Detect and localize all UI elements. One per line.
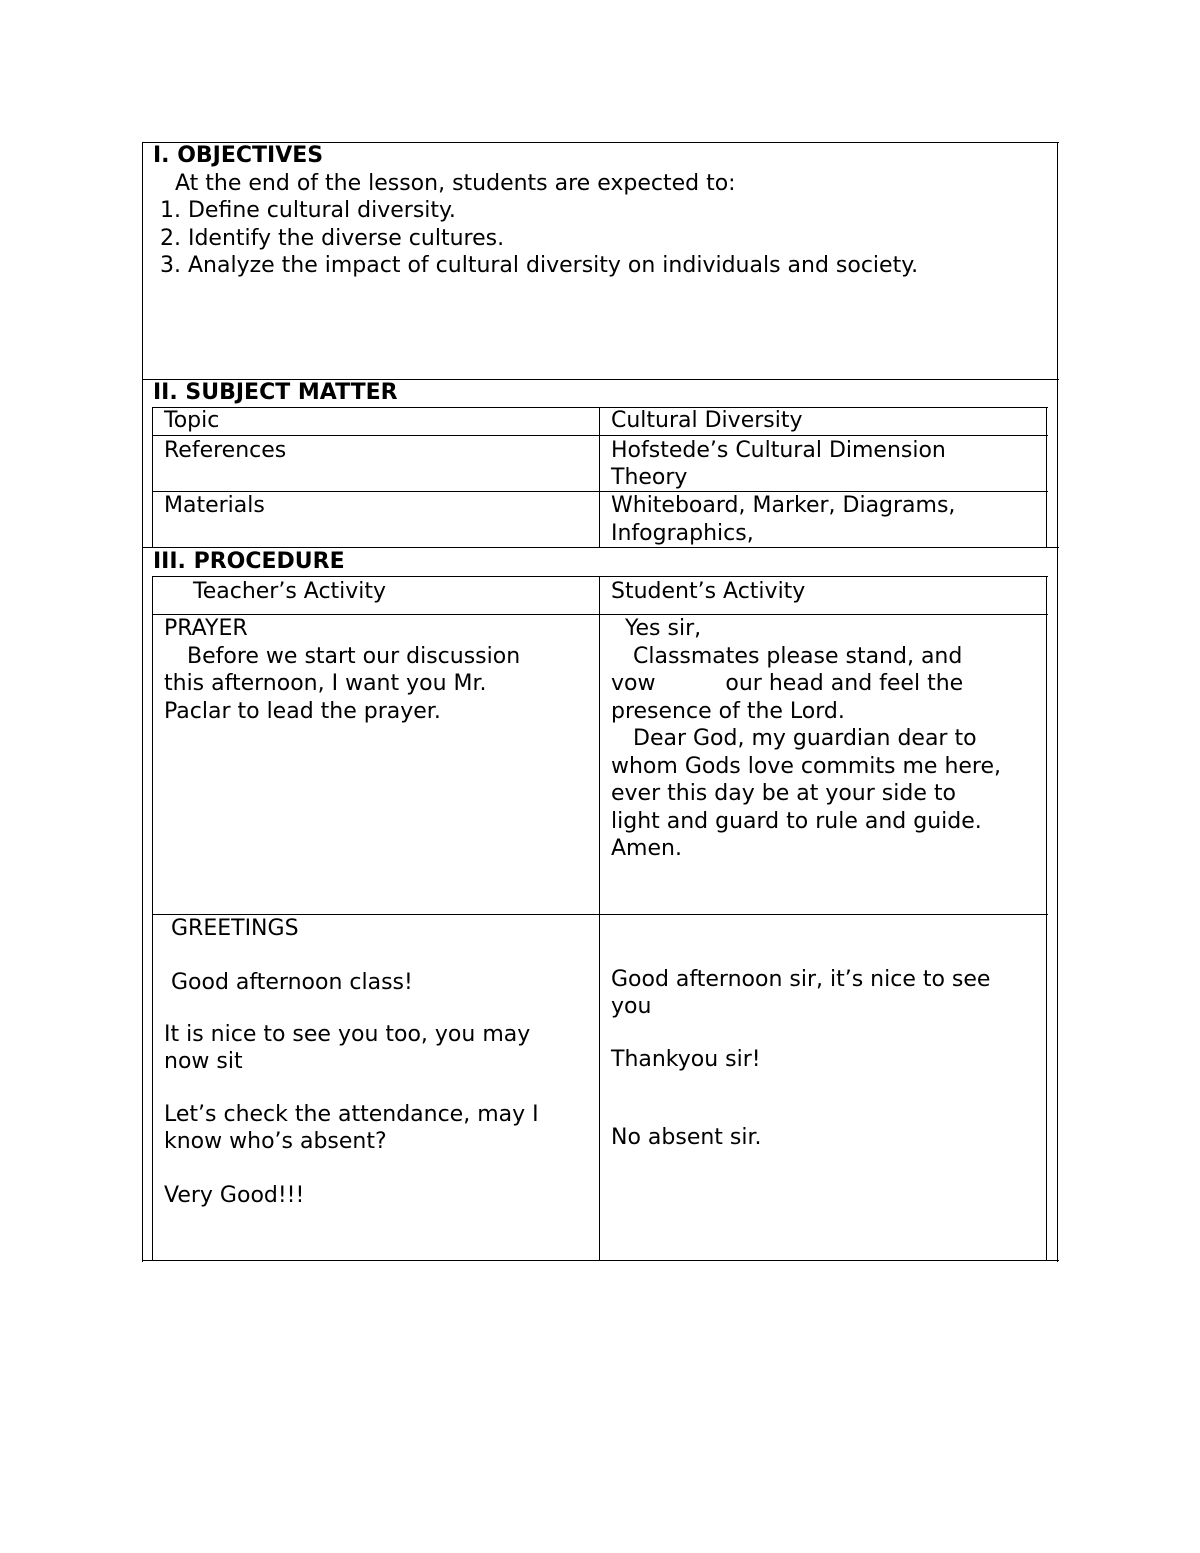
procedure-table-mid (599, 576, 600, 1260)
subject-value-materials: Whiteboard, Marker, Diagrams, (611, 493, 956, 518)
prayer-student-line: Amen. (611, 836, 682, 861)
subject-table-mid (599, 407, 600, 548)
procedure-row-divider (152, 614, 1048, 615)
prayer-student-line: light and guard to rule and guide. (611, 809, 982, 834)
prayer-student-line: presence of the Lord. (611, 699, 845, 724)
greetings-student-line: Good afternoon sir, it’s nice to see (611, 967, 991, 992)
greetings-teacher-line: now sit (164, 1049, 243, 1074)
subject-table-top (152, 407, 1048, 408)
procedure-table-top (152, 576, 1048, 577)
procedure-table-right (1046, 576, 1047, 1260)
subject-label-materials: Materials (164, 493, 265, 518)
greetings-title: GREETINGS (171, 916, 299, 941)
prayer-teacher-line: Before we start our discussion (187, 644, 521, 669)
prayer-student-line: Dear God, my guardian dear to (633, 726, 977, 751)
prayer-title: PRAYER (164, 616, 248, 641)
subject-table-left (152, 407, 153, 548)
subject-value-references: Hofstede’s Cultural Dimension (611, 438, 946, 463)
greetings-student-line: you (611, 994, 652, 1019)
procedure-heading: III. PROCEDURE (153, 549, 345, 574)
student-activity-header: Student’s Activity (611, 579, 806, 604)
subject-value-references: Theory (611, 465, 688, 490)
subject-matter-heading: II. SUBJECT MATTER (153, 380, 398, 405)
prayer-teacher-line: this afternoon, I want you Mr. (164, 671, 487, 696)
outer-bottom-border (142, 1260, 1059, 1261)
subject-row-divider (152, 435, 1048, 436)
greetings-student-line: No absent sir. (611, 1125, 762, 1150)
subject-label-topic: Topic (164, 408, 220, 433)
greetings-teacher-line: It is nice to see you too, you may (164, 1022, 531, 1047)
prayer-teacher-line: Paclar to lead the prayer. (164, 699, 441, 724)
greetings-teacher-line: Let’s check the attendance, may I (164, 1102, 539, 1127)
prayer-student-line: Classmates please stand, and (633, 644, 963, 669)
objectives-intro: At the end of the lesson, students are expected to: (175, 171, 736, 196)
greetings-teacher-line: know who’s absent? (164, 1129, 387, 1154)
objective-item: 2. Identify the diverse cultures. (160, 226, 505, 251)
prayer-student-line: Yes sir, (625, 616, 702, 641)
objective-item: 3. Analyze the impact of cultural diversity on individuals and society. (160, 253, 919, 278)
objectives-heading: I. OBJECTIVES (153, 143, 324, 168)
teacher-activity-header: Teacher’s Activity (193, 579, 387, 604)
greetings-teacher-line: Good afternoon class! (171, 970, 413, 995)
greetings-student-line: Thankyou sir! (611, 1047, 761, 1072)
outer-left-border (142, 142, 143, 1262)
prayer-student-line: ever this day be at your side to (611, 781, 956, 806)
subject-value-materials: Infographics, (611, 521, 754, 546)
subject-table-right (1046, 407, 1047, 548)
procedure-table-left (152, 576, 153, 1260)
objective-item: 1. Define cultural diversity. (160, 198, 456, 223)
subject-label-references: References (164, 438, 287, 463)
outer-right-border (1057, 142, 1058, 1262)
prayer-student-line: whom Gods love commits me here, (611, 754, 1002, 779)
greetings-teacher-line: Very Good!!! (164, 1183, 305, 1208)
prayer-student-line: vow our head and feel the (611, 671, 964, 696)
subject-value-topic: Cultural Diversity (611, 408, 803, 433)
